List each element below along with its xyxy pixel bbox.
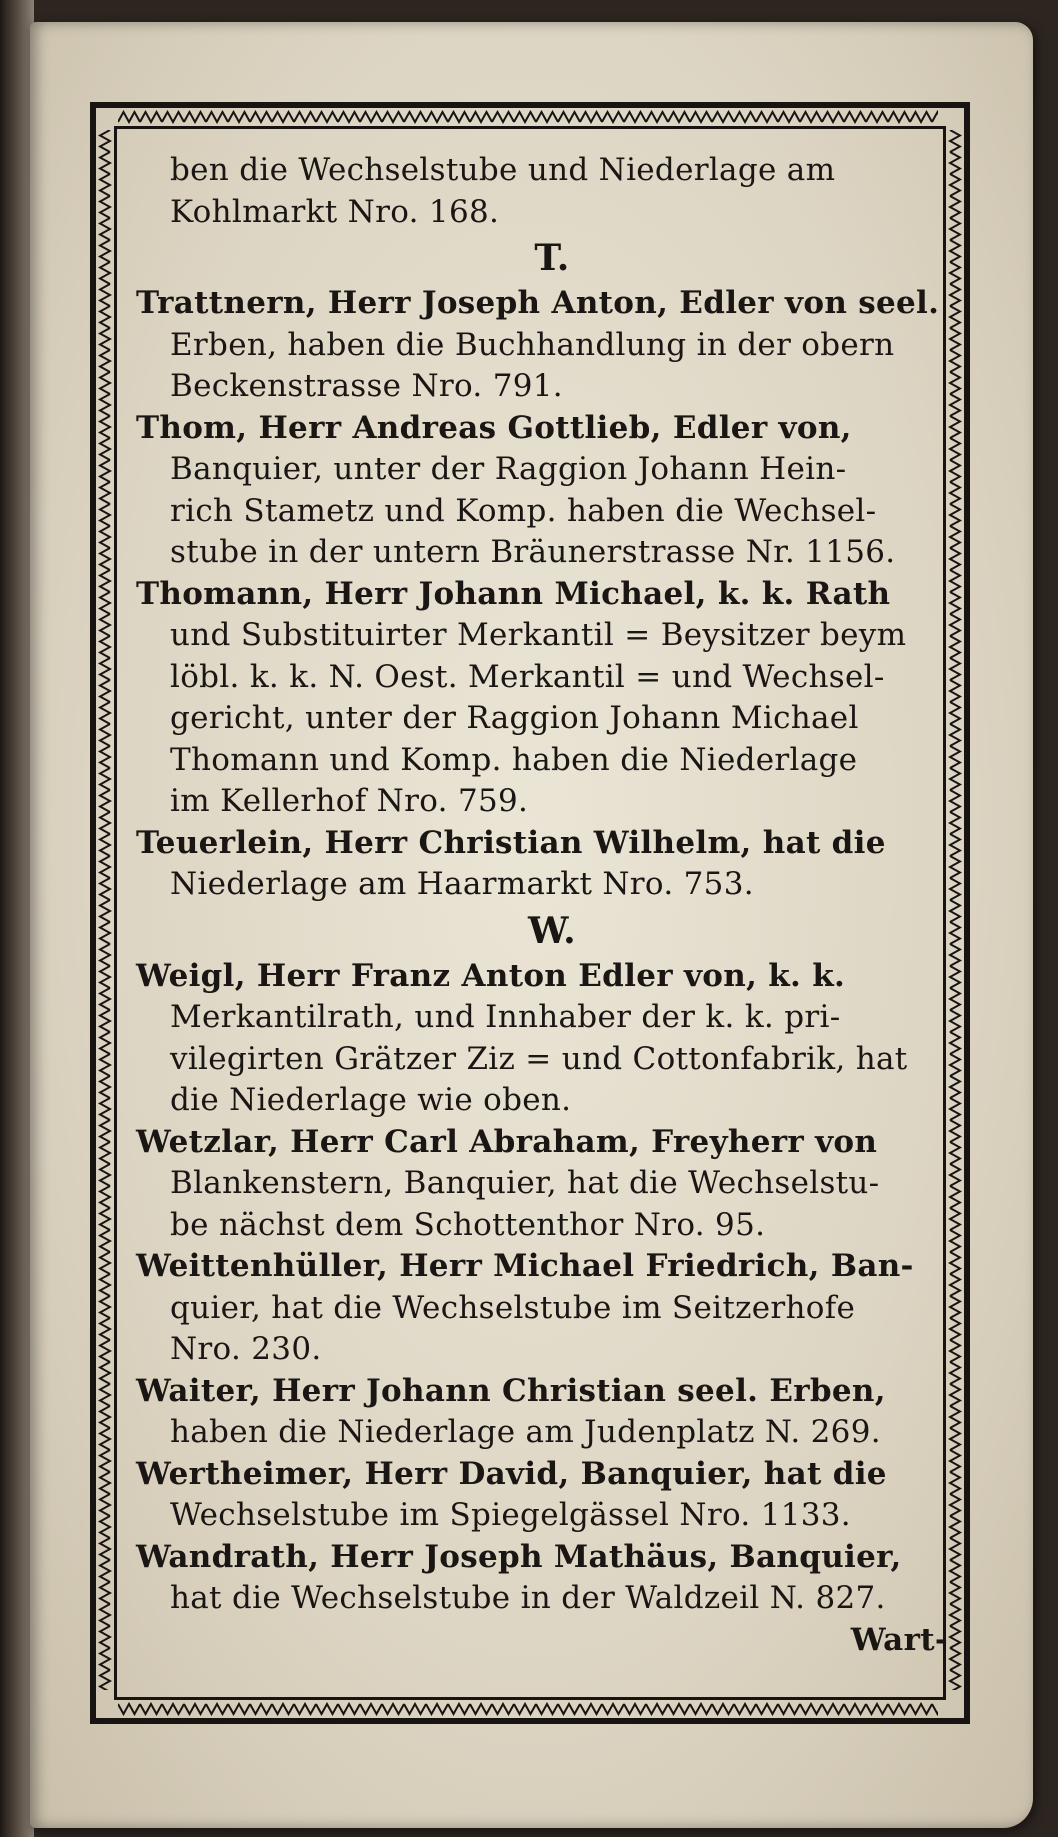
text-line: gericht, unter der Raggion Johann Michael [170, 700, 859, 736]
text-line: rich Stametz und Komp. haben die Wechsel- [170, 492, 877, 529]
text-line: Niederlage am Haarmarkt Nro. 753. [170, 866, 754, 902]
entry-first-line: Wandrath, Herr Joseph Mathäus, Banquier, [136, 1538, 902, 1575]
text-line: Nro. 230. [170, 1331, 322, 1367]
text-line: ben die Wechselstube und Niederlage am [170, 152, 836, 188]
text-line: Beckenstrasse Nro. 791. [170, 368, 563, 404]
entry-first-line: Wertheimer, Herr David, Banquier, hat die [136, 1455, 887, 1492]
bottom-border-ornament [118, 1702, 938, 1716]
right-border-ornament [948, 130, 962, 1690]
book-page [30, 22, 1033, 1828]
left-border-ornament [98, 130, 112, 1690]
text-line: löbl. k. k. N. Oest. Merkantil = und Wechsel- [170, 658, 885, 695]
entry-first-line: Waiter, Herr Johann Christian seel. Erben, [136, 1372, 886, 1409]
text-line: Blankenstern, Banquier, hat die Wechselstu- [170, 1165, 880, 1201]
text-line: die Niederlage wie oben. [170, 1082, 572, 1118]
text-line: Thomann und Komp. haben die Niederlage [170, 741, 858, 778]
text-line: Merkantilrath, und Innhaber der k. k. pri- [170, 999, 841, 1035]
text-line: Banquier, unter der Raggion Johann Hein- [170, 451, 847, 487]
entry-first-line: Weigl, Herr Franz Anton Edler von, k. k. [136, 957, 846, 994]
text-line: be nächst dem Schottenthor Nro. 95. [170, 1206, 766, 1243]
page-text [136, 150, 948, 1661]
text-line: haben die Niederlage am Judenplatz N. 269. [170, 1414, 881, 1450]
text-line: und Substituirter Merkantil = Beysitzer beym [170, 617, 907, 653]
entry-first-line: Thom, Herr Andreas Gottlieb, Edler von, [136, 409, 852, 446]
text-line: vilegirten Grätzer Ziz = und Cottonfabrik, hat [170, 1040, 908, 1077]
section-letter-heading: T. [534, 237, 570, 279]
top-border-ornament [118, 110, 938, 124]
entry-first-line: Thomann, Herr Johann Michael, k. k. Rath [136, 575, 891, 612]
text-line: quier, hat die Wechselstube im Seitzerhofe [170, 1289, 856, 1326]
entry-first-line: Wetzlar, Herr Carl Abraham, Freyherr von [136, 1123, 878, 1160]
catchword: Wart- [850, 1621, 948, 1658]
section-letter-heading: W. [528, 909, 576, 952]
text-line: stube in der untern Bräunerstrasse Nr. 1156. [170, 534, 896, 570]
book-spine [0, 0, 34, 1837]
entry-first-line: Trattnern, Herr Joseph Anton, Edler von seel. [136, 285, 940, 321]
text-line: Wechselstube im Spiegelgässel Nro. 1133. [170, 1497, 851, 1533]
text-line: hat die Wechselstube in der Waldzeil N. 827. [170, 1580, 886, 1616]
entry-first-line: Teuerlein, Herr Christian Wilhelm, hat die [136, 824, 886, 861]
entry-first-line: Weittenhüller, Herr Michael Friedrich, Ban- [136, 1248, 914, 1284]
text-line: Kohlmarkt Nro. 168. [170, 193, 500, 230]
text-line: im Kellerhof Nro. 759. [170, 783, 529, 819]
text-line: Erben, haben die Buchhandlung in der obern [170, 326, 895, 363]
